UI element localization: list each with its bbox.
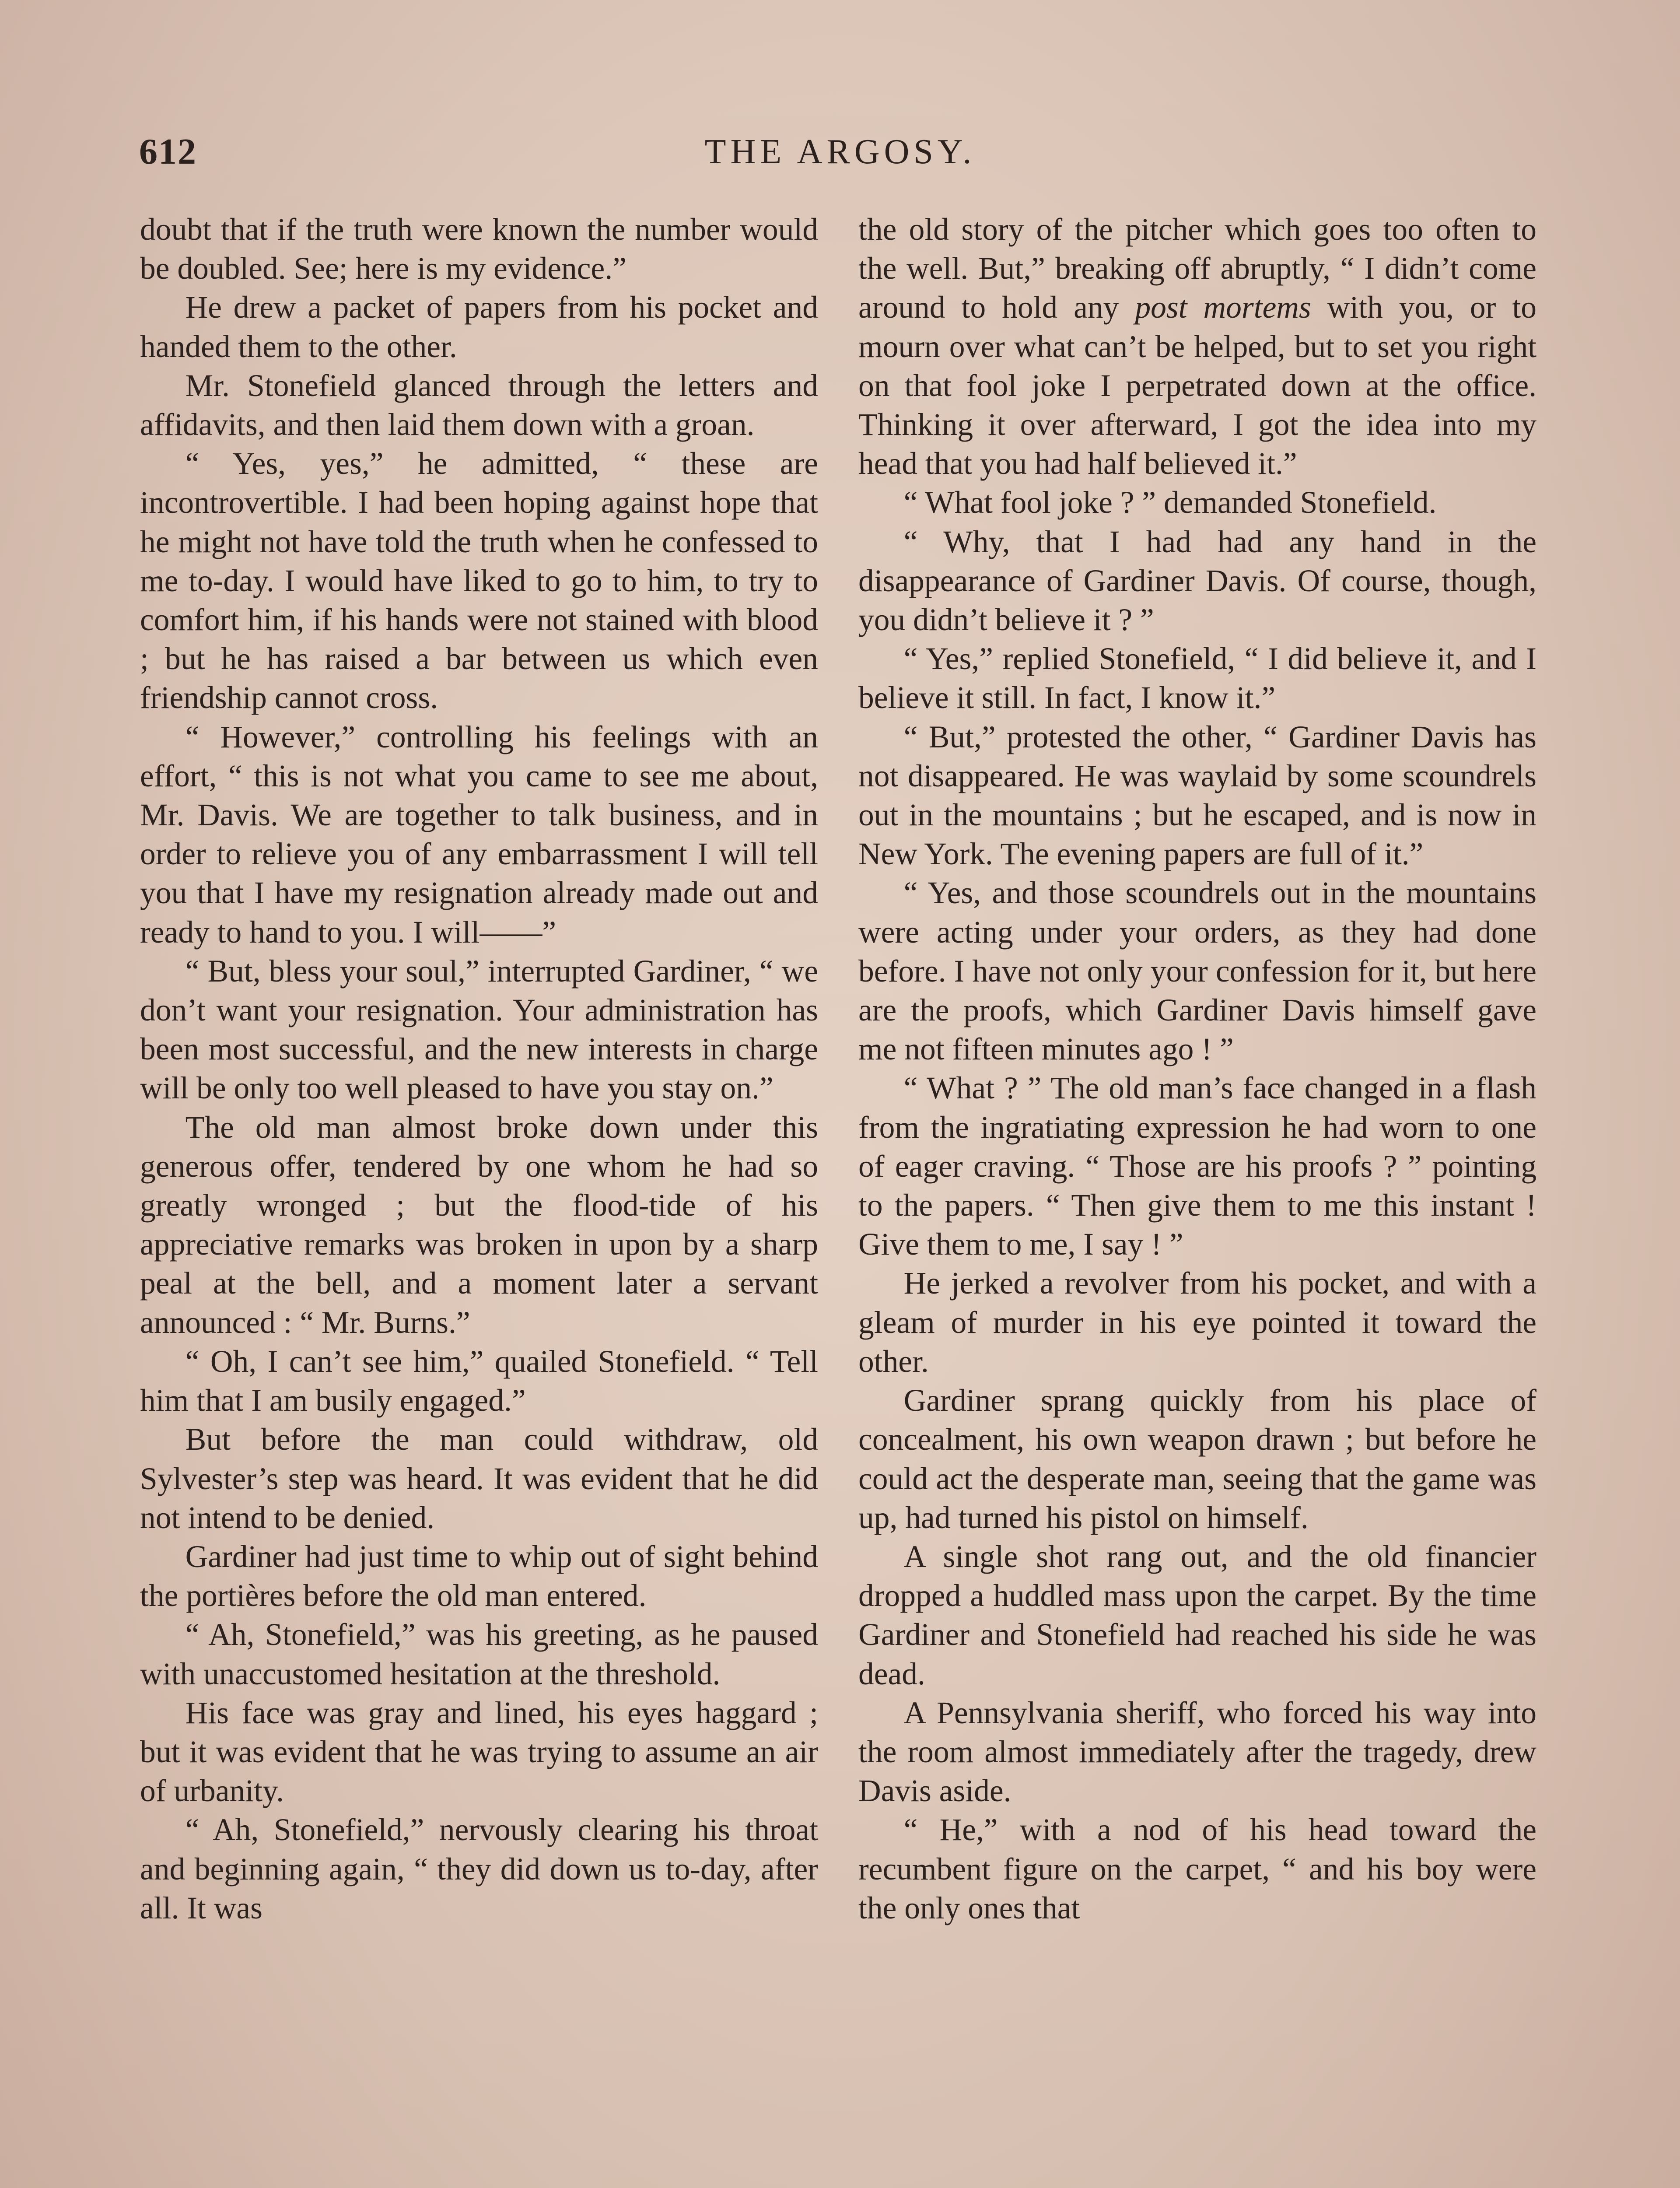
paragraph: “ However,” controlling his feelings with an effort, “ this is not what you came to see me about, Mr. Davis. We are together to talk business, and in order to relieve you of any embarrassment I will tell you that I have my resignation already made out and ready to hand to you. I will——” <box>140 719 818 950</box>
paragraph: He jerked a revolver from his pocket, and with a gleam of murder in his eye pointed it toward the other. <box>858 1266 1536 1379</box>
right-column <box>858 210 1536 1928</box>
paragraph: A single shot rang out, and the old financier dropped a huddled mass upon the carpet. By the time Gardiner and Stonefield had reached his side he was dead. <box>858 1539 1536 1691</box>
paragraph: “ Yes, and those scoundrels out in the mountains were acting under your orders, as they had done before. I have not only your confession for it, but here are the proofs, which Gardiner Davis himself gave me not fifteen minutes ago ! ” <box>858 876 1536 1067</box>
paragraph: The old man almost broke down under this generous offer, tendered by one whom he had so greatly wronged ; but the flood-tide of his appreciative remarks was broken in upon by a sharp peal at the bell, and a moment later a servant announced : “ Mr. Burns.” <box>140 1110 818 1340</box>
paragraph: “ He,” with a nod of his head toward the recumbent figure on the carpet, “ and his boy were the only ones that <box>858 1813 1536 1925</box>
paragraph: “ But,” protested the other, “ Gardiner Davis has not disappeared. He was waylaid by some scoundrels out in the mountains ; but he escaped, and is now in New York. The evening papers are full of it.” <box>858 719 1536 872</box>
italic-phrase: post mortems <box>1135 290 1311 325</box>
running-head <box>139 128 1541 176</box>
paragraph: A Pennsylvania sheriff, who forced his way into the room almost immediately after the tragedy, drew Davis aside. <box>858 1695 1536 1809</box>
paragraph: Mr. Stonefield glanced through the letters and affidavits, and then laid them down with a groan. <box>140 368 818 442</box>
paragraph: But before the man could withdraw, old Sylvester’s step was heard. It was evident that he did not intend to be denied. <box>140 1422 818 1535</box>
paragraph <box>858 210 1536 483</box>
paragraph: “ Why, that I had had any hand in the disappearance of Gardiner Davis. Of course, though, you didn’t believe it ? ” <box>858 524 1536 638</box>
left-column <box>140 210 818 1928</box>
paragraph: “ Ah, Stonefield,” was his greeting, as he paused with unaccustomed hesitation at the threshold. <box>140 1617 818 1691</box>
paragraph: Gardiner had just time to whip out of sight behind the portières before the old man entered. <box>140 1539 818 1613</box>
paragraph: He drew a packet of papers from his pocket and handed them to the other. <box>140 290 818 364</box>
paragraph: “ Ah, Stonefield,” nervously clearing his throat and beginning again, “ they did down us to-day, after all. It was <box>140 1813 818 1925</box>
paragraph: His face was gray and lined, his eyes haggard ; but it was evident that he was trying to assume an air of urbanity. <box>140 1695 818 1809</box>
paragraph: “ But, bless your soul,” interrupted Gardiner, “ we don’t want your resignation. Your administration has been most successful, and the new interests in charge will be only too well pleased to have you stay on.” <box>140 954 818 1106</box>
paragraph: “ Oh, I can’t see him,” quailed Stonefield. “ Tell him that I am busily engaged.” <box>140 1344 818 1418</box>
paragraph: Gardiner sprang quickly from his place of concealment, his own weapon drawn ; but before he could act the desperate man, seeing that the game was up, had turned his pistol on himself. <box>858 1383 1536 1535</box>
page-number: 612 <box>139 131 197 172</box>
text-span: the old story of the pitcher which goes too often to the well. But,” breaking off abruptly, “ I didn’t come around to hold any <box>858 212 1536 325</box>
magazine-title: THE ARGOSY. <box>704 133 976 171</box>
text-span: with you, or to mourn over what can’t be helped, but to set you right on that fool joke I perpetrated down at the office. Thinking it over afterward, I got the idea into my head that you had half believed it.” <box>858 290 1537 481</box>
paragraph: “ What ? ” The old man’s face changed in a flash from the ingratiating expression he had worn to one of eager craving. “ Those are his proofs ? ” pointing to the papers. “ Then give them to me this instant ! Give them to me, I say ! ” <box>858 1071 1536 1262</box>
paragraph: doubt that if the truth were known the number would be doubled. See; here is my evidence.” <box>140 212 818 286</box>
paragraph: “ Yes, yes,” he admitted, “ these are incontrovertible. I had been hoping against hope that he might not have told the truth when he confessed to me to-day. I would have liked to go to him, to try to comfort him, if his hands were not stained with blood ; but he has raised a bar between us which even friendship cannot cross. <box>140 446 818 715</box>
paragraph: “ What fool joke ? ” demanded Stonefield. <box>903 485 1437 520</box>
paragraph: “ Yes,” replied Stonefield, “ I did believe it, and I believe it still. In fact, I know it.” <box>858 642 1536 715</box>
